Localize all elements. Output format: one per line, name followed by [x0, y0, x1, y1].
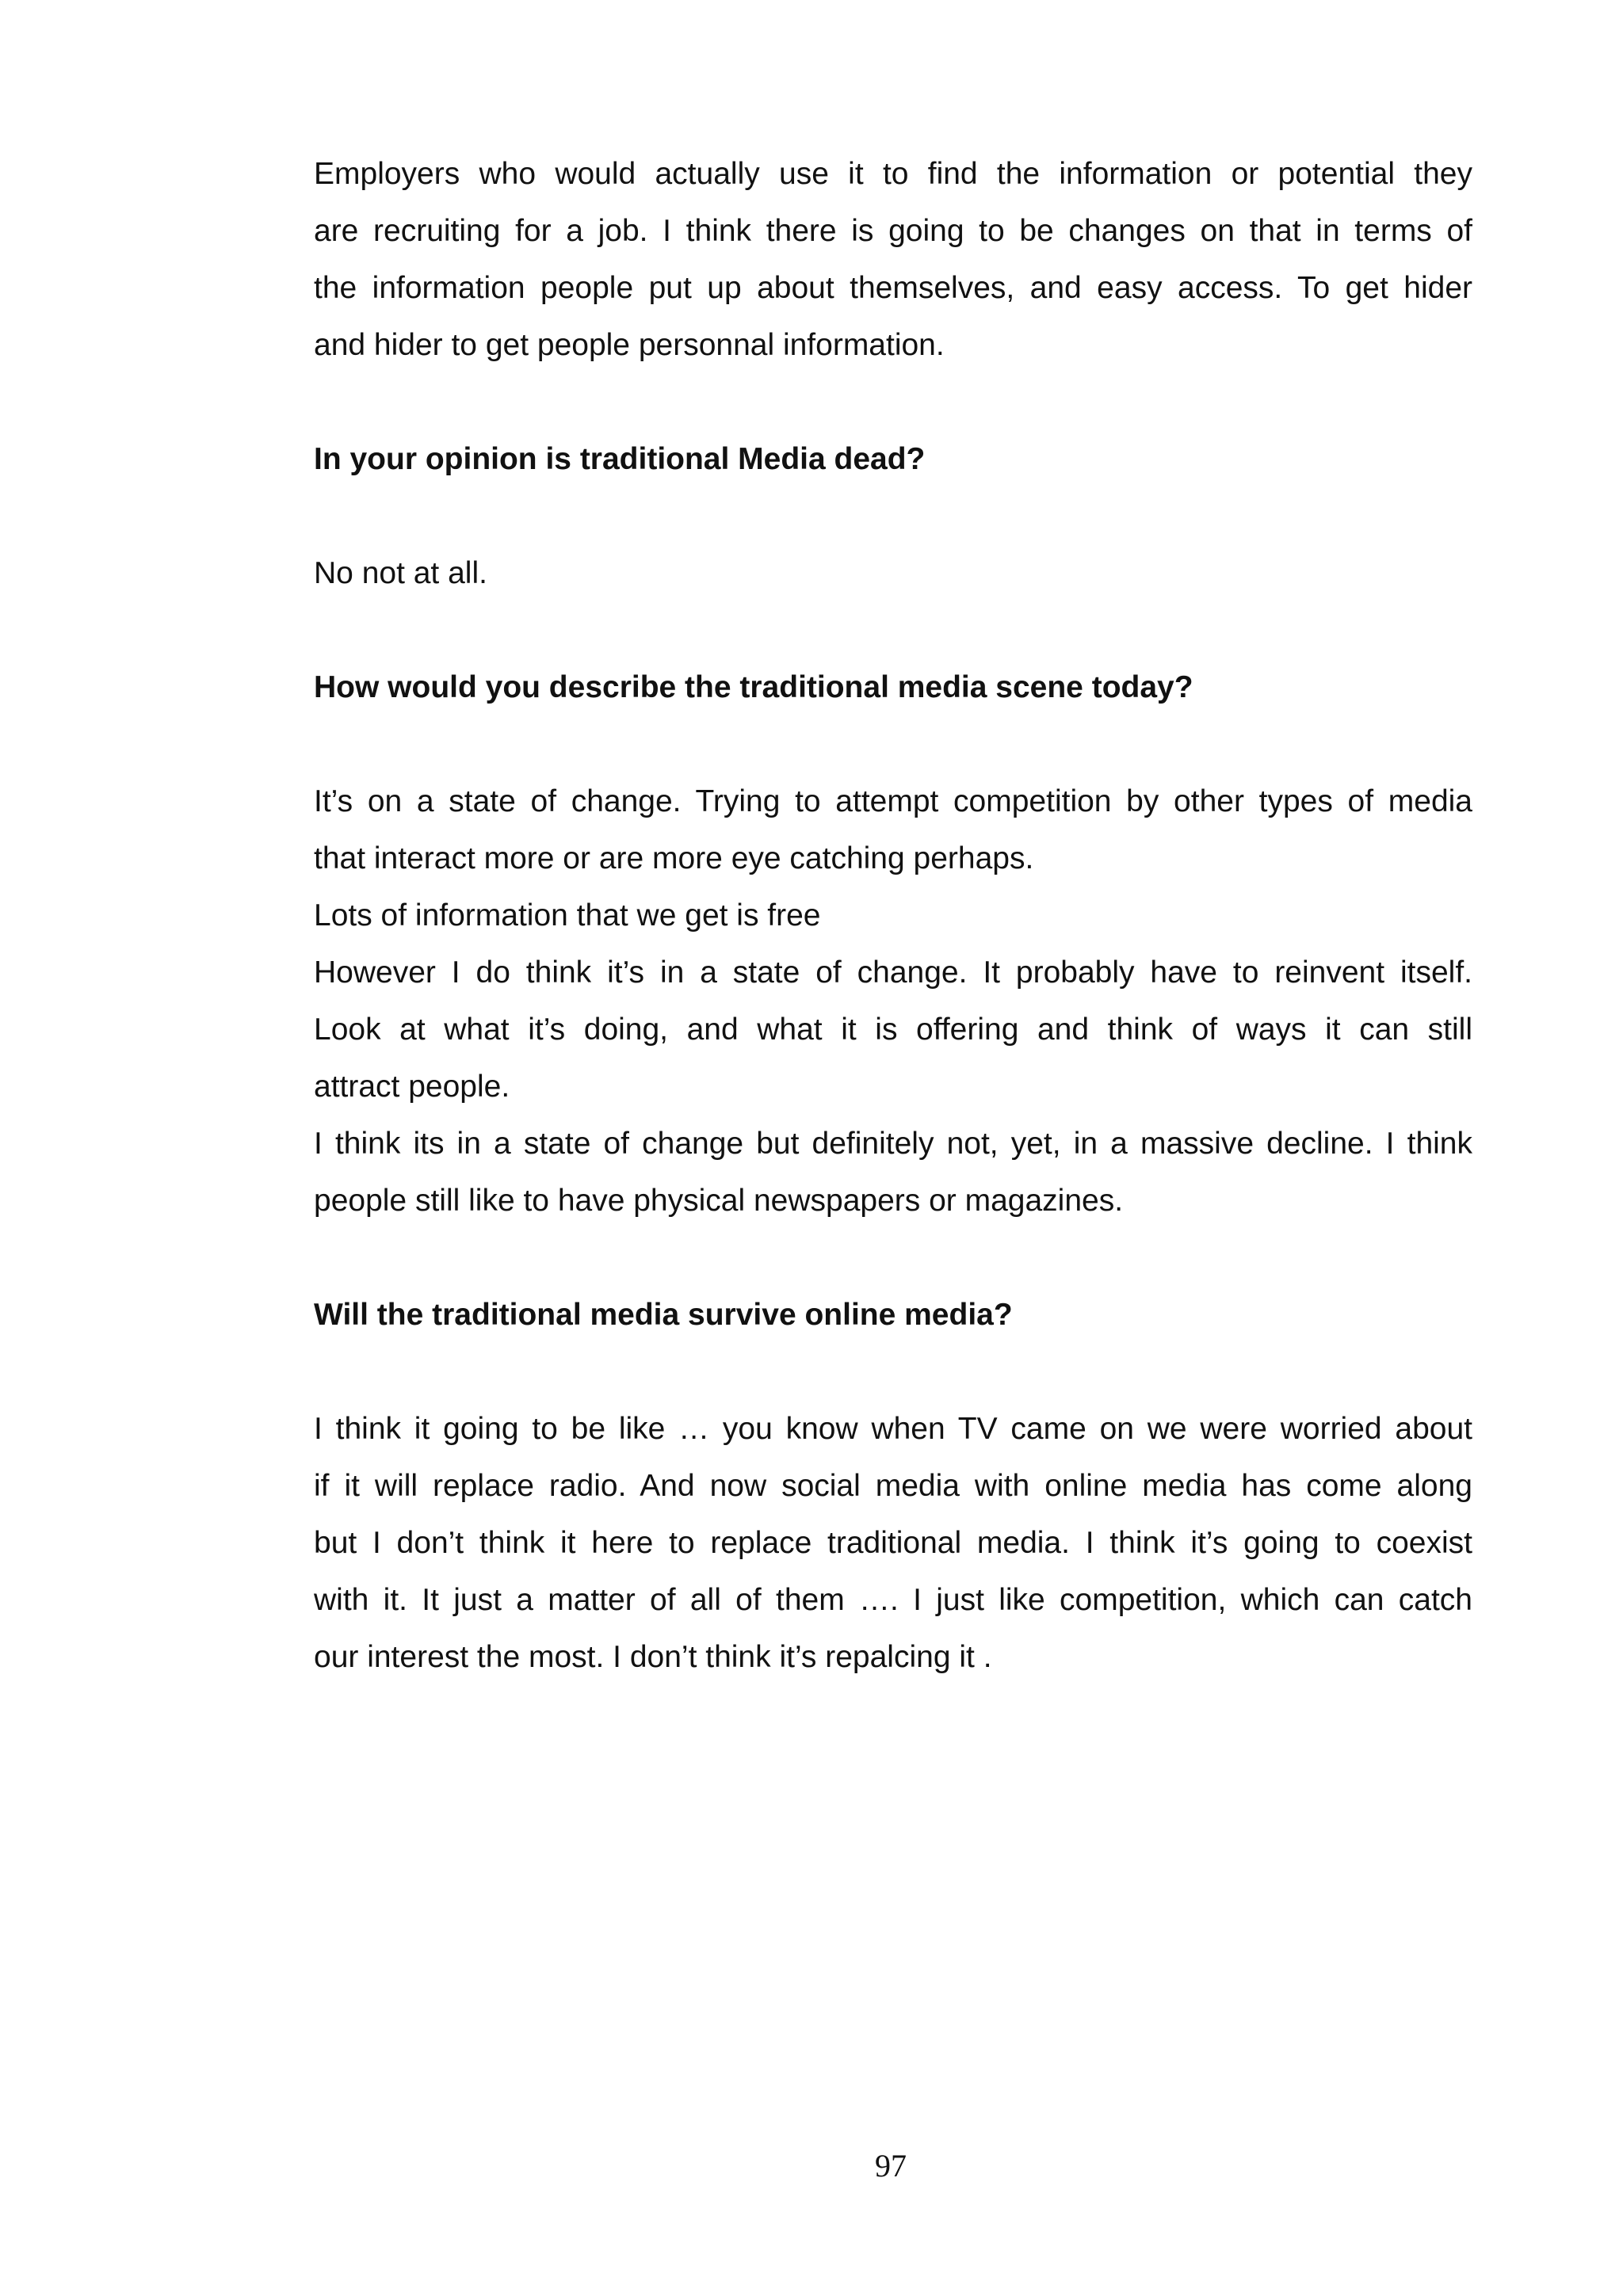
text-line: and hider to get people personnal information.	[314, 328, 945, 362]
paragraph-gap	[314, 488, 1472, 545]
question-media-scene-today: How would you describe the traditional media scene today?	[314, 670, 1193, 704]
text-line: Employers who would actually use it to find the information or potential they	[314, 157, 1472, 191]
text-line: with it. It just a matter of all of them …. I just like competition, which can catch	[314, 1583, 1472, 1617]
text-line: our interest the most. I don’t think it’s repalcing it .	[314, 1640, 992, 1674]
page-content	[314, 146, 1472, 1686]
paragraph-gap	[314, 716, 1472, 773]
text-line: the information people put up about themselves, and easy access. To get hider	[314, 271, 1472, 305]
text-line: are recruiting for a job. I think there is going to be changes on that in terms of	[314, 214, 1472, 248]
answer-paragraph-state-of-change	[314, 773, 1472, 1230]
text-line: I think it going to be like … you know when TV came on we were worried about	[314, 1412, 1472, 1446]
text-line: attract people.	[314, 1070, 510, 1104]
question-survive-online-media: Will the traditional media survive online media?	[314, 1298, 1013, 1332]
page-number: 97	[875, 2148, 907, 2183]
paragraph-gap	[314, 374, 1472, 431]
paragraph-gap	[314, 1344, 1472, 1401]
text-line: It’s on a state of change. Trying to attempt competition by other types of media	[314, 784, 1472, 818]
answer-paragraph-employers	[314, 146, 1472, 374]
text-line: No not at all.	[314, 556, 487, 590]
text-line: Look at what it’s doing, and what it is offering and think of ways it can still	[314, 1013, 1472, 1047]
text-line: people still like to have physical newspapers or magazines.	[314, 1184, 1124, 1218]
text-line: that interact more or are more eye catching perhaps.	[314, 841, 1034, 875]
answer-paragraph-not-at-all	[314, 545, 1472, 602]
answer-paragraph-coexist	[314, 1401, 1472, 1686]
text-line: if it will replace radio. And now social media with online media has come along	[314, 1469, 1472, 1503]
text-line: However I do think it’s in a state of change. It probably have to reinvent itself.	[314, 955, 1472, 990]
text-line: but I don’t think it here to replace traditional media. I think it’s going to coexist	[314, 1526, 1472, 1560]
text-line: Lots of information that we get is free	[314, 898, 821, 933]
text-line: I think its in a state of change but definitely not, yet, in a massive decline. I think	[314, 1127, 1472, 1161]
paragraph-gap	[314, 1230, 1472, 1287]
paragraph-gap	[314, 602, 1472, 659]
question-traditional-media-dead: In your opinion is traditional Media dead?	[314, 442, 926, 476]
